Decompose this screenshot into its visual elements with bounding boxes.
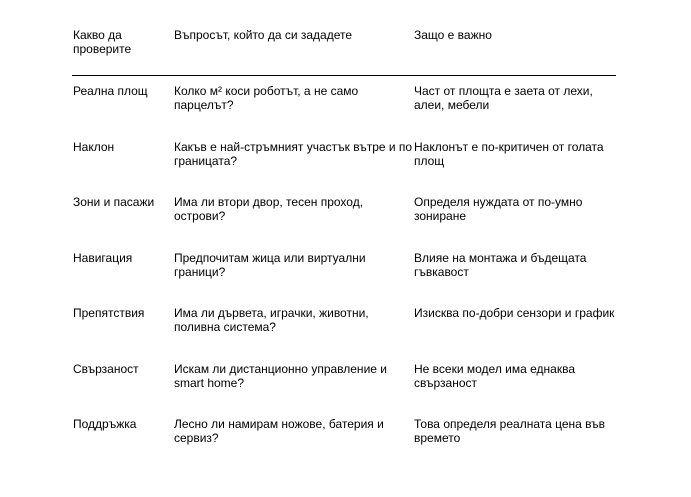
cell-question: Предпочитам жица или виртуални граници? — [174, 250, 366, 279]
header-divider — [72, 75, 616, 76]
table-header-row — [73, 28, 616, 68]
cell-why: Не всеки модел има еднаква свързаност — [414, 361, 575, 390]
cell-check: Поддръжка — [73, 417, 137, 431]
cell-why: Това определя реалната цена във времето — [414, 417, 606, 445]
header-what-to-check: Какво да проверите — [73, 28, 132, 56]
cell-check: Реална площ — [73, 84, 148, 98]
cell-why: Влияе на монтажа и бъдещата гъвкавост — [414, 250, 587, 279]
header-question: Въпросът, който да си зададете — [174, 28, 353, 42]
table-row — [73, 362, 616, 418]
cell-why: Определя нуждата от по-умно зониране — [414, 195, 583, 223]
header-why-important: Защо е важно — [414, 28, 492, 42]
cell-check: Зони и пасажи — [73, 195, 155, 209]
table-row — [73, 195, 616, 251]
table-row — [73, 140, 616, 196]
cell-question: Има ли дървета, играчки, животни, поливна система? — [174, 306, 369, 334]
table-row — [73, 417, 616, 473]
cell-question: Какъв е най-стръмният участък вътре и по границата? — [174, 139, 413, 168]
cell-why: Наклонът е по-критичен от голата площ — [414, 139, 604, 168]
cell-check: Навигация — [73, 250, 133, 265]
cell-question: Искам ли дистанционно управление и smart home? — [174, 361, 387, 390]
checklist-table-body — [73, 84, 616, 473]
table-row — [73, 306, 616, 362]
table-row — [73, 251, 616, 307]
checklist-table-header — [73, 28, 616, 68]
cell-check: Препятствия — [73, 306, 145, 320]
cell-question: Колко м² коси роботът, а не само парцелът? — [174, 84, 359, 112]
cell-why: Част от площта е заета от лехи, алеи, мебели — [414, 84, 593, 112]
cell-check: Наклон — [73, 139, 115, 154]
cell-check: Свързаност — [73, 361, 139, 376]
cell-question: Има ли втори двор, тесен проход, острови? — [174, 195, 364, 223]
cell-question: Лесно ли намирам ножове, батерия и сервиз? — [174, 417, 384, 445]
table-row — [73, 84, 616, 140]
cell-why: Изисква по-добри сензори и график — [414, 306, 615, 320]
